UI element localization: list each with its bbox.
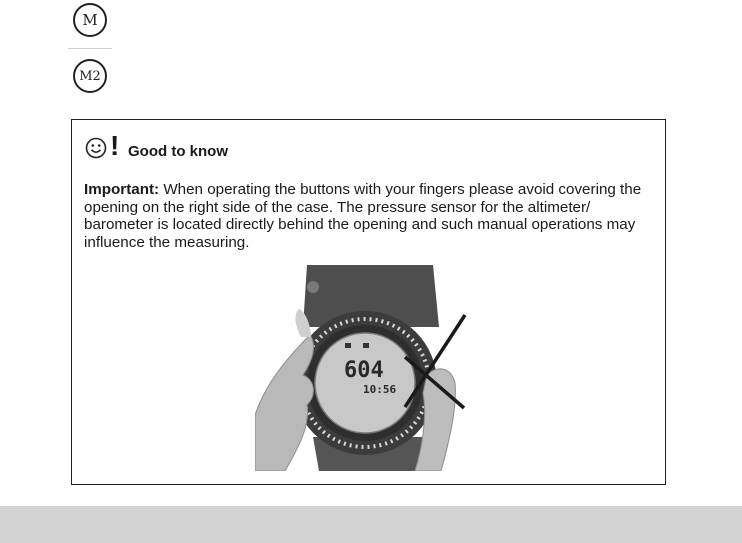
body-paragraph: When operating the buttons with your fingers please avoid covering the opening on the right side of the case. The pressure sensor for the altimeter/ barometer is located directly behind the opening and such manual operations may influence the measuring. xyxy=(84,181,642,251)
watch-photo xyxy=(255,265,486,471)
important-label: Important: xyxy=(84,181,160,198)
m2-button-label: M2 xyxy=(79,68,101,84)
smiley-icon xyxy=(85,137,107,159)
watch-display-value: 604 xyxy=(344,358,384,383)
m-button-label: M xyxy=(82,11,98,29)
footer-bar xyxy=(0,506,742,543)
exclamation-icon: ! xyxy=(110,130,120,161)
box-title: Good to know xyxy=(128,143,228,160)
divider xyxy=(68,48,112,49)
body-text xyxy=(84,181,656,251)
good-to-know-box xyxy=(71,119,666,485)
watch-display-time: 10:56 xyxy=(363,383,397,396)
m-button-icon xyxy=(73,3,107,37)
m2-button-icon xyxy=(73,59,107,93)
